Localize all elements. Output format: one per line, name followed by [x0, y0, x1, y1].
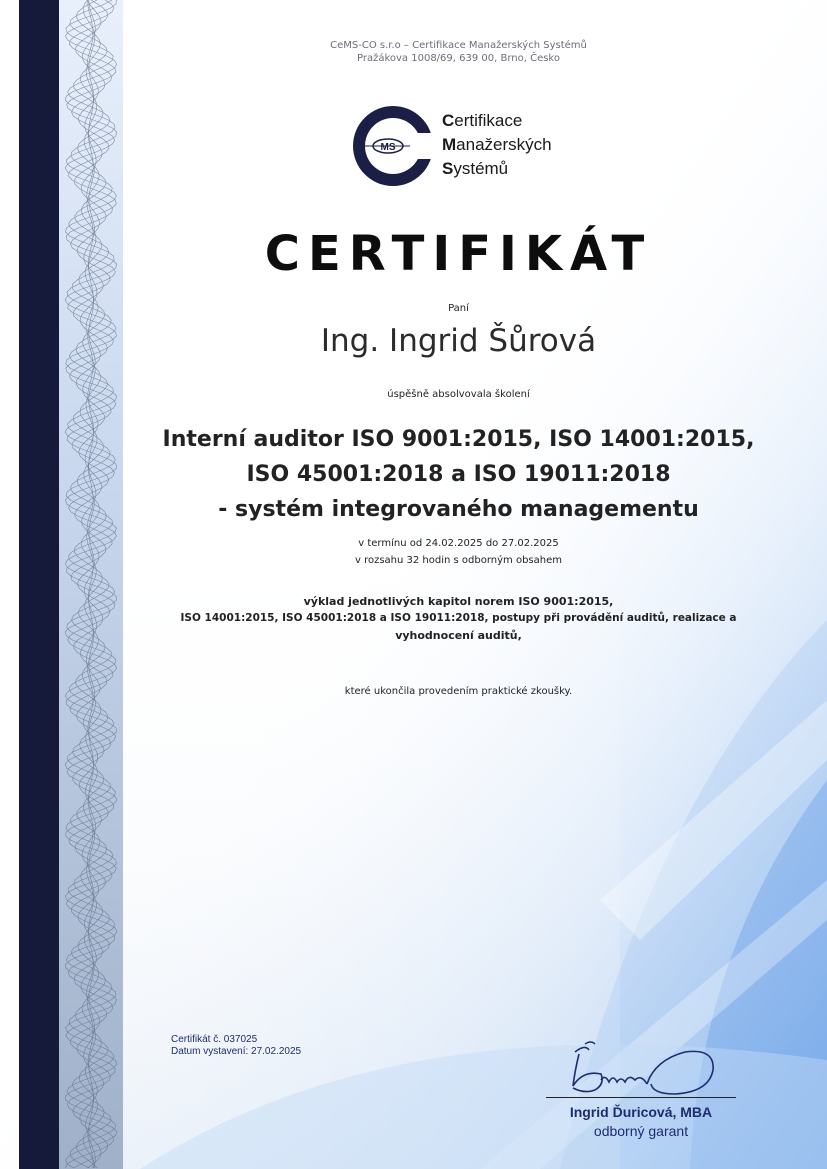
logo-word: ystémů	[453, 159, 509, 178]
signature-line	[546, 1097, 736, 1098]
logo-word: ertifikace	[454, 111, 523, 130]
logo-initial: M	[442, 135, 457, 154]
course-title-line3: - systém integrovaného managementu	[218, 497, 699, 522]
recipient-name: Ing. Ingrid Šůrová	[320, 323, 597, 359]
company-logo	[350, 103, 580, 189]
closing-text: které ukončila provedením praktické zkoušky.	[344, 686, 573, 697]
cms-emblem-icon	[350, 103, 436, 189]
course-scope: v rozsahu 32 hodin s odborným obsahem	[354, 555, 563, 566]
logo-initial: C	[442, 111, 455, 130]
content-line2: ISO 14001:2015, ISO 45001:2018 a ISO 19011:2018, postupy při provádění auditů, realizace a	[180, 612, 737, 624]
issuer-name: CeMS-CO s.r.o – Certifikace Manažerských Systémů	[330, 40, 587, 51]
certificate-number: Certifikát č. 037025	[171, 1034, 258, 1045]
course-title-line2: ISO 45001:2018 a ISO 19011:2018	[246, 462, 671, 487]
certificate-meta	[171, 1034, 301, 1058]
logo-initial: S	[442, 159, 454, 178]
content-line3: vyhodnocení auditů,	[395, 629, 522, 642]
handwritten-signature	[565, 1040, 725, 1102]
course-title-line1: Interní auditor ISO 9001:2015, ISO 14001:2015,	[162, 427, 755, 452]
guilloche-ornament	[59, 0, 123, 1169]
signatory-name: Ingrid Ďuricová, MBA	[569, 1104, 713, 1120]
certificate-title: CERTIFIKÁT	[264, 226, 653, 282]
issue-date: Datum vystavení: 27.02.2025	[171, 1046, 302, 1057]
logo-wordmark	[442, 109, 552, 181]
salutation: Paní	[448, 303, 469, 314]
signatory-role: odborný garant	[593, 1123, 689, 1139]
logo-word: anažerských	[456, 135, 552, 154]
completed-text: úspěšně absolvovala školení	[387, 389, 530, 400]
emblem-text: MS	[380, 142, 396, 153]
issuer-address: Pražákova 1008/69, 639 00, Brno, Česko	[356, 53, 560, 64]
course-term: v termínu od 24.02.2025 do 27.02.2025	[358, 538, 559, 549]
left-border-band	[19, 0, 59, 1169]
content-line1: výklad jednotlivých kapitol norem ISO 9001:2015,	[303, 595, 614, 608]
